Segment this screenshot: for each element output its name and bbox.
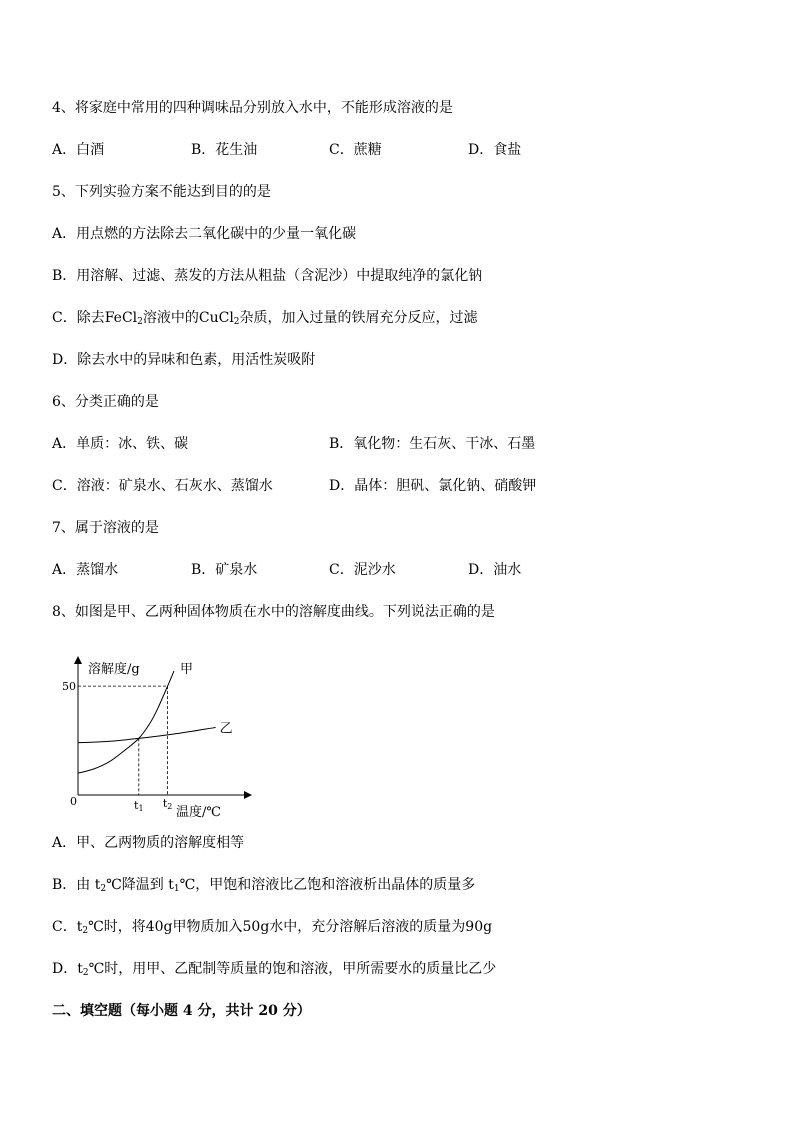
x-tick-label-t1: t1	[134, 799, 144, 813]
q4-option-b: B．花生油	[191, 142, 258, 158]
q7-option-c: C．泥沙水	[329, 562, 396, 578]
series-label-yi: 乙	[219, 721, 233, 737]
q4-option-a: A．白酒	[52, 142, 105, 158]
series-line-yi	[78, 728, 216, 743]
x-tick-label-t2: t2	[162, 797, 173, 811]
q6-option-c: C．溶液：矿泉水、石灰水、蒸馏水	[52, 478, 273, 494]
q8-option-b: B．由 $t_2℃$降温到 $t_1℃$，甲饱和溶液比乙饱和溶液析出晶体的质量多	[52, 877, 476, 894]
y-tick-label-50: 50	[62, 680, 76, 694]
x-axis-label: 温度/℃	[176, 805, 221, 820]
q5-option-d: D．除去水中的异味和色素，用活性炭吸附	[52, 352, 316, 368]
q8-option-c: C．$t_2℃$时，将40g甲物质加入50g水中，充分溶解后溶液的质量为90g	[52, 919, 493, 936]
q6-option-d: D．晶体：胆矾、氯化钠、硝酸钾	[329, 478, 537, 494]
q7-option-a: A．蒸馏水	[52, 562, 119, 578]
q5-option-a: A．用点燃的方法除去二氧化碳中的少量一氧化碳	[52, 226, 357, 242]
q5-stem: 5、下列实验方案不能达到目的的是	[52, 184, 271, 200]
origin-label: 0	[70, 795, 77, 808]
q8-option-d: D．$t_2℃$时，用甲、乙配制等质量的饱和溶液，甲所需要水的质量比乙少	[52, 961, 497, 978]
q4-stem: 4、将家庭中常用的四种调味品分别放入水中，不能形成溶液的是	[52, 100, 453, 116]
q4-option-c: C．蔗糖	[329, 142, 382, 158]
q5-option-b: B．用溶解、过滤、蒸发的方法从粗盐（含泥沙）中提取纯净的氯化钠	[52, 268, 483, 284]
q6-option-b: B．氧化物：生石灰、干冰、石墨	[329, 436, 536, 452]
series-label-jia: 甲	[180, 661, 194, 677]
q6-option-a: A．单质：冰、铁、碳	[52, 436, 189, 452]
q7-option-b: B．矿泉水	[191, 562, 258, 578]
q5-option-c: C．除去FeCl$_2$溶液中的CuCl$_2$杂质，加入过量的铁屑充分反应，过滤	[52, 310, 478, 327]
q7-stem: 7、属于溶液的是	[52, 520, 159, 536]
section-heading-fill-in: 二、填空题（每小题 4 分，共计 20 分）	[52, 1003, 311, 1019]
q4-option-d: D．食盐	[468, 142, 522, 158]
q6-stem: 6、分类正确的是	[52, 394, 159, 410]
y-axis-label: 溶解度/g	[88, 662, 140, 677]
solubility-chart	[58, 654, 258, 824]
q7-option-d: D．油水	[468, 562, 522, 578]
q8-stem: 8、如图是甲、乙两种固体物质在水中的溶解度曲线。下列说法正确的是	[52, 604, 495, 620]
q8-option-a: A．甲、乙两物质的溶解度相等	[52, 835, 245, 851]
